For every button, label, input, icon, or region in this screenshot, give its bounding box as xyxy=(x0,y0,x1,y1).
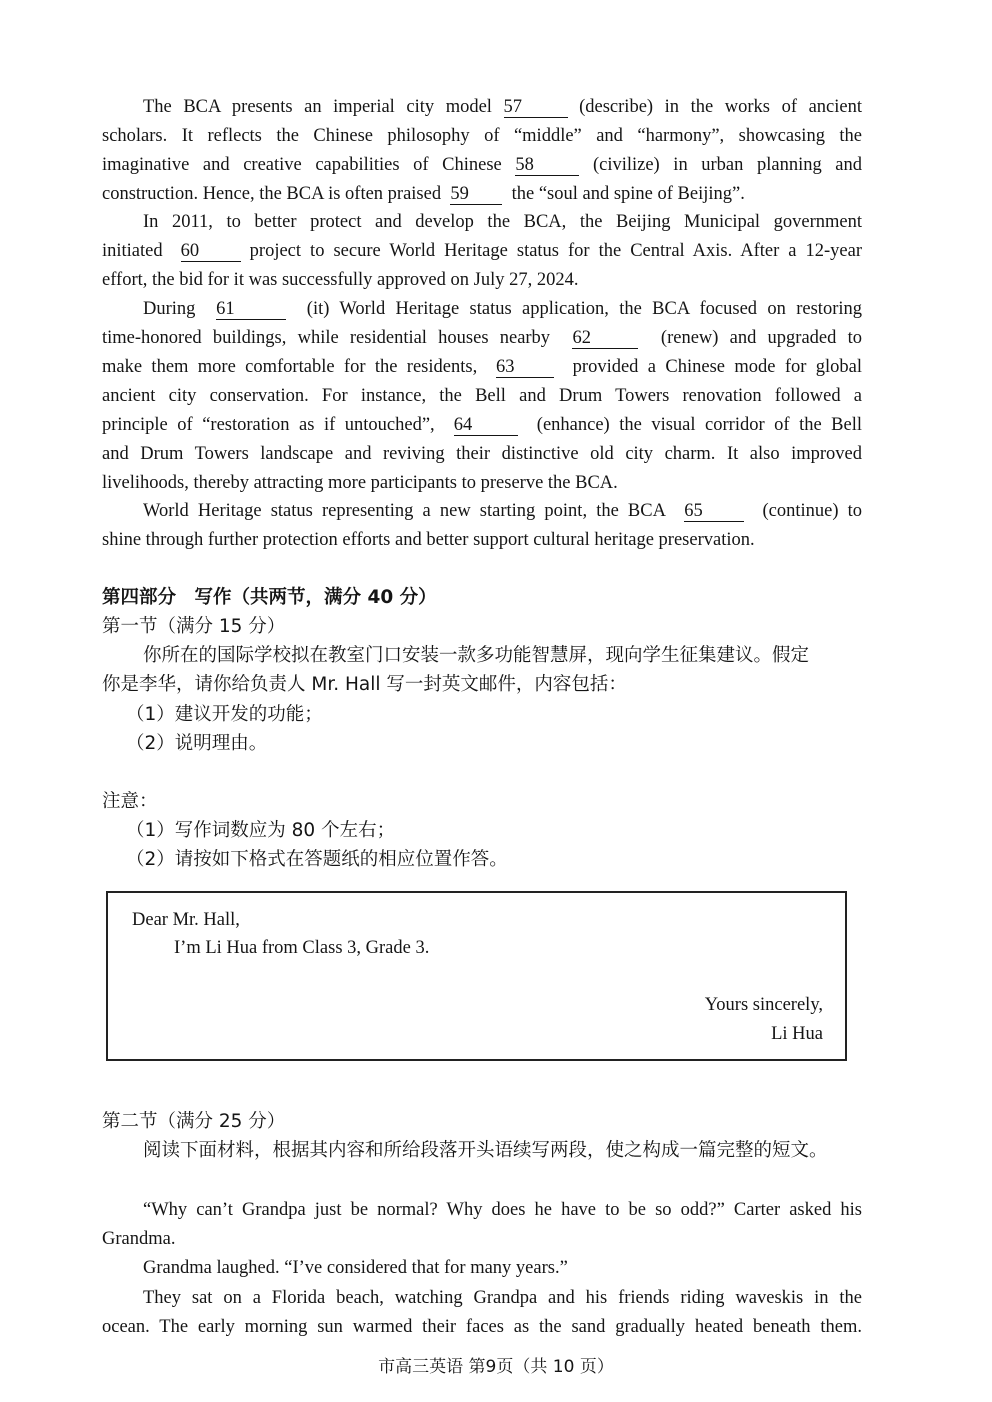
passage-line: ancient city conservation. For instance, the Bell and Drum Towers renovation followed a xyxy=(102,386,862,406)
note-item: （1）写作词数应为 80 个左右； xyxy=(126,820,396,841)
blank-60: 60 xyxy=(181,241,241,262)
blank-58: 58 xyxy=(515,155,579,176)
story-line: Grandma. xyxy=(102,1229,176,1249)
letter-intro: I’m Li Hua from Class 3, Grade 3. xyxy=(174,938,430,958)
letter-template-box xyxy=(106,891,847,1061)
blank-61: 61 xyxy=(216,299,286,320)
letter-closing: Yours sincerely, xyxy=(704,995,823,1015)
passage-line: World Heritage status representing a new starting point, the BCA 65 (continue) to xyxy=(143,501,863,521)
story-line: ocean. The early morning sun warmed their faces as the sand gradually heated beneath them. xyxy=(102,1317,862,1337)
letter-signature: Li Hua xyxy=(771,1024,823,1044)
passage-line: shine through further protection efforts and better support cultural heritage preservation. xyxy=(102,530,755,550)
passage-line: The BCA presents an imperial city model 57 (describe) in the works of ancient xyxy=(143,97,862,117)
blank-64: 64 xyxy=(454,415,518,436)
blank-62: 62 xyxy=(572,328,638,349)
passage-line: and Drum Towers landscape and reviving their distinctive old city charm. It also improved xyxy=(102,444,862,464)
passage-line: construction. Hence, the BCA is often praised 59 the “soul and spine of Beijing”. xyxy=(102,184,745,204)
blank-57: 57 xyxy=(504,97,568,118)
section1-prompt-line: 你是李华，请你给负责人 Mr. Hall 写一封英文邮件，内容包括： xyxy=(102,674,627,695)
section2-title: 第二节（满分 25 分） xyxy=(102,1111,286,1132)
section2-instruction: 阅读下面材料，根据其内容和所给段落开头语续写两段，使之构成一篇完整的短文。 xyxy=(143,1140,828,1161)
passage-line: make them more comfortable for the residents, 63 provided a Chinese mode for global xyxy=(102,357,862,377)
passage-line: time-honored buildings, while residential houses nearby 62 (renew) and upgraded to xyxy=(102,328,862,348)
blank-65: 65 xyxy=(684,501,744,522)
requirement-item: （1）建议开发的功能； xyxy=(126,704,323,725)
story-line: Grandma laughed. “I’ve considered that for many years.” xyxy=(143,1258,568,1278)
story-line: “Why can’t Grandpa just be normal? Why does he have to be so odd?” Carter asked his xyxy=(143,1200,862,1220)
part-title: 第四部分 写作（共两节，满分 40 分） xyxy=(102,587,437,608)
passage-line: initiated 60 project to secure World Heritage status for the Central Axis. After a 12-year xyxy=(102,241,862,261)
passage-line: effort, the bid for it was successfully approved on July 27, 2024. xyxy=(102,270,579,290)
page-footer: 市高三英语 第9页（共 10 页） xyxy=(378,1357,614,1377)
section1-prompt-line: 你所在的国际学校拟在教室门口安装一款多功能智慧屏，现向学生征集建议。假定 xyxy=(143,645,810,666)
note-title: 注意： xyxy=(102,791,158,812)
passage-line: livelihoods, thereby attracting more participants to preserve the BCA. xyxy=(102,473,618,493)
note-item: （2）请按如下格式在答题纸的相应位置作答。 xyxy=(126,849,508,870)
section1-title: 第一节（满分 15 分） xyxy=(102,616,286,637)
requirement-item: （2）说明理由。 xyxy=(126,733,268,754)
passage-line: During 61 (it) World Heritage status application, the BCA focused on restoring xyxy=(143,299,862,319)
passage-line: scholars. It reflects the Chinese philosophy of “middle” and “harmony”, showcasing the xyxy=(102,126,862,146)
story-line: They sat on a Florida beach, watching Grandpa and his friends riding waveskis in the xyxy=(143,1288,862,1308)
blank-59: 59 xyxy=(450,184,502,205)
passage-line: In 2011, to better protect and develop the BCA, the Beijing Municipal government xyxy=(143,212,862,232)
passage-line: imaginative and creative capabilities of Chinese 58 (civilize) in urban planning and xyxy=(102,155,863,175)
blank-63: 63 xyxy=(496,357,554,378)
passage-line: principle of “restoration as if untouched”, 64 (enhance) the visual corridor of the Bell xyxy=(102,415,863,435)
letter-greeting: Dear Mr. Hall, xyxy=(132,910,240,930)
